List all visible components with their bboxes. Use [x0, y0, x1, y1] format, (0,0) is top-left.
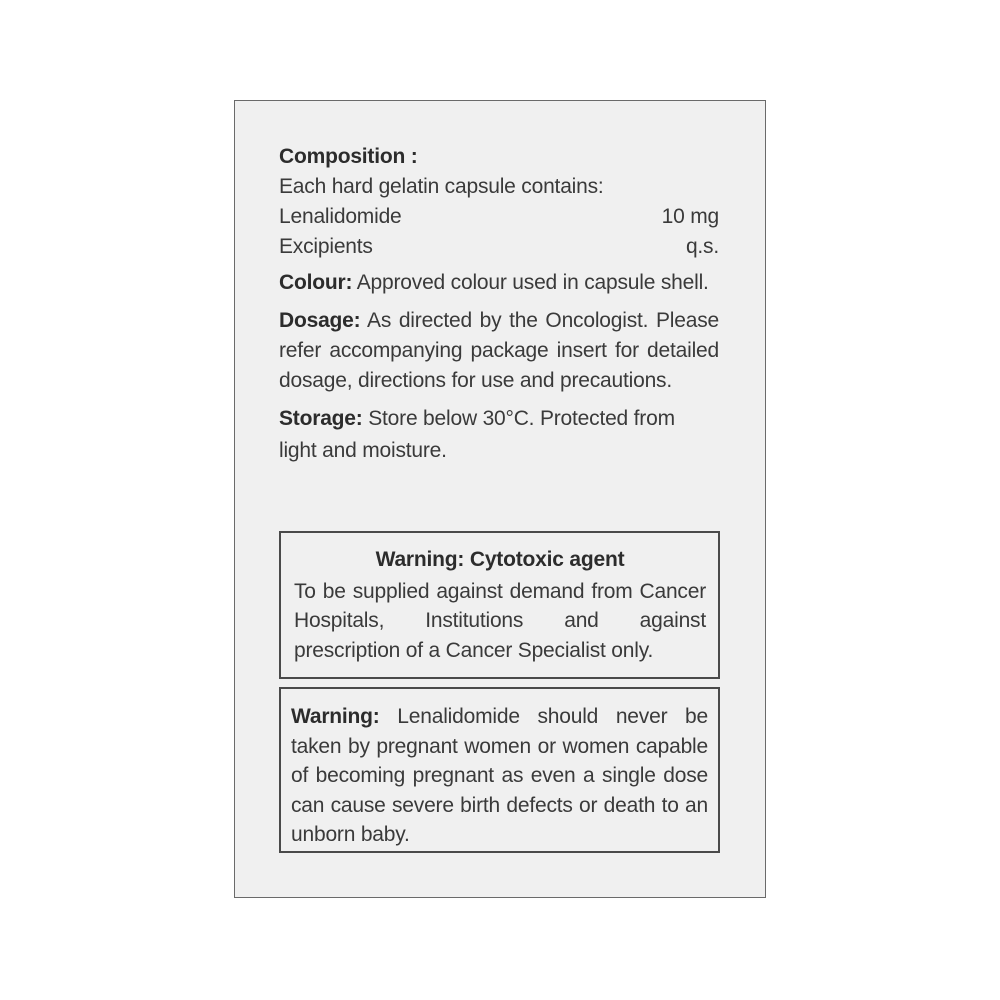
- pregnancy-warning-text: Lenalidomide should never be taken by pregnant women or women capable of becoming pregnant as even a single dose can cause severe birth defects or death to an unborn baby.: [291, 705, 708, 846]
- composition-heading: Composition :: [279, 145, 418, 168]
- cytotoxic-warning-box: [279, 531, 720, 679]
- ingredient-name: Lenalidomide: [279, 205, 402, 228]
- colour-label: Colour:: [279, 271, 353, 294]
- dosage-section: [279, 306, 719, 396]
- colour-text: Approved colour used in capsule shell.: [356, 271, 709, 294]
- composition-section: [279, 142, 719, 262]
- label-content: [279, 142, 719, 468]
- storage-text-line1: Store below 30°C. Protected from: [368, 407, 675, 430]
- ingredient-name: Excipients: [279, 235, 373, 258]
- storage-label: Storage:: [279, 407, 363, 430]
- dosage-label: Dosage:: [279, 309, 361, 332]
- ingredient-amount: q.s.: [685, 235, 719, 258]
- cytotoxic-warning-title: Warning: Cytotoxic agent: [375, 548, 625, 571]
- ingredient-row: [279, 202, 719, 232]
- storage-text-line2: light and moisture.: [279, 439, 447, 462]
- colour-section: [279, 268, 719, 298]
- storage-section: [279, 404, 719, 468]
- composition-intro: Each hard gelatin capsule contains:: [279, 175, 604, 198]
- dosage-text: As directed by the Oncologist. Please refer accompanying package insert for detailed dosage, directions for use and precautions.: [279, 309, 720, 392]
- pregnancy-warning-label: Warning:: [291, 705, 380, 728]
- pregnancy-warning-box: [279, 687, 720, 853]
- ingredient-row: [279, 232, 719, 262]
- cytotoxic-warning-text: To be supplied against demand from Cancer Hospitals, Institutions and against prescription of a Cancer Specialist only.: [294, 579, 706, 662]
- ingredient-amount: 10 mg: [661, 205, 719, 228]
